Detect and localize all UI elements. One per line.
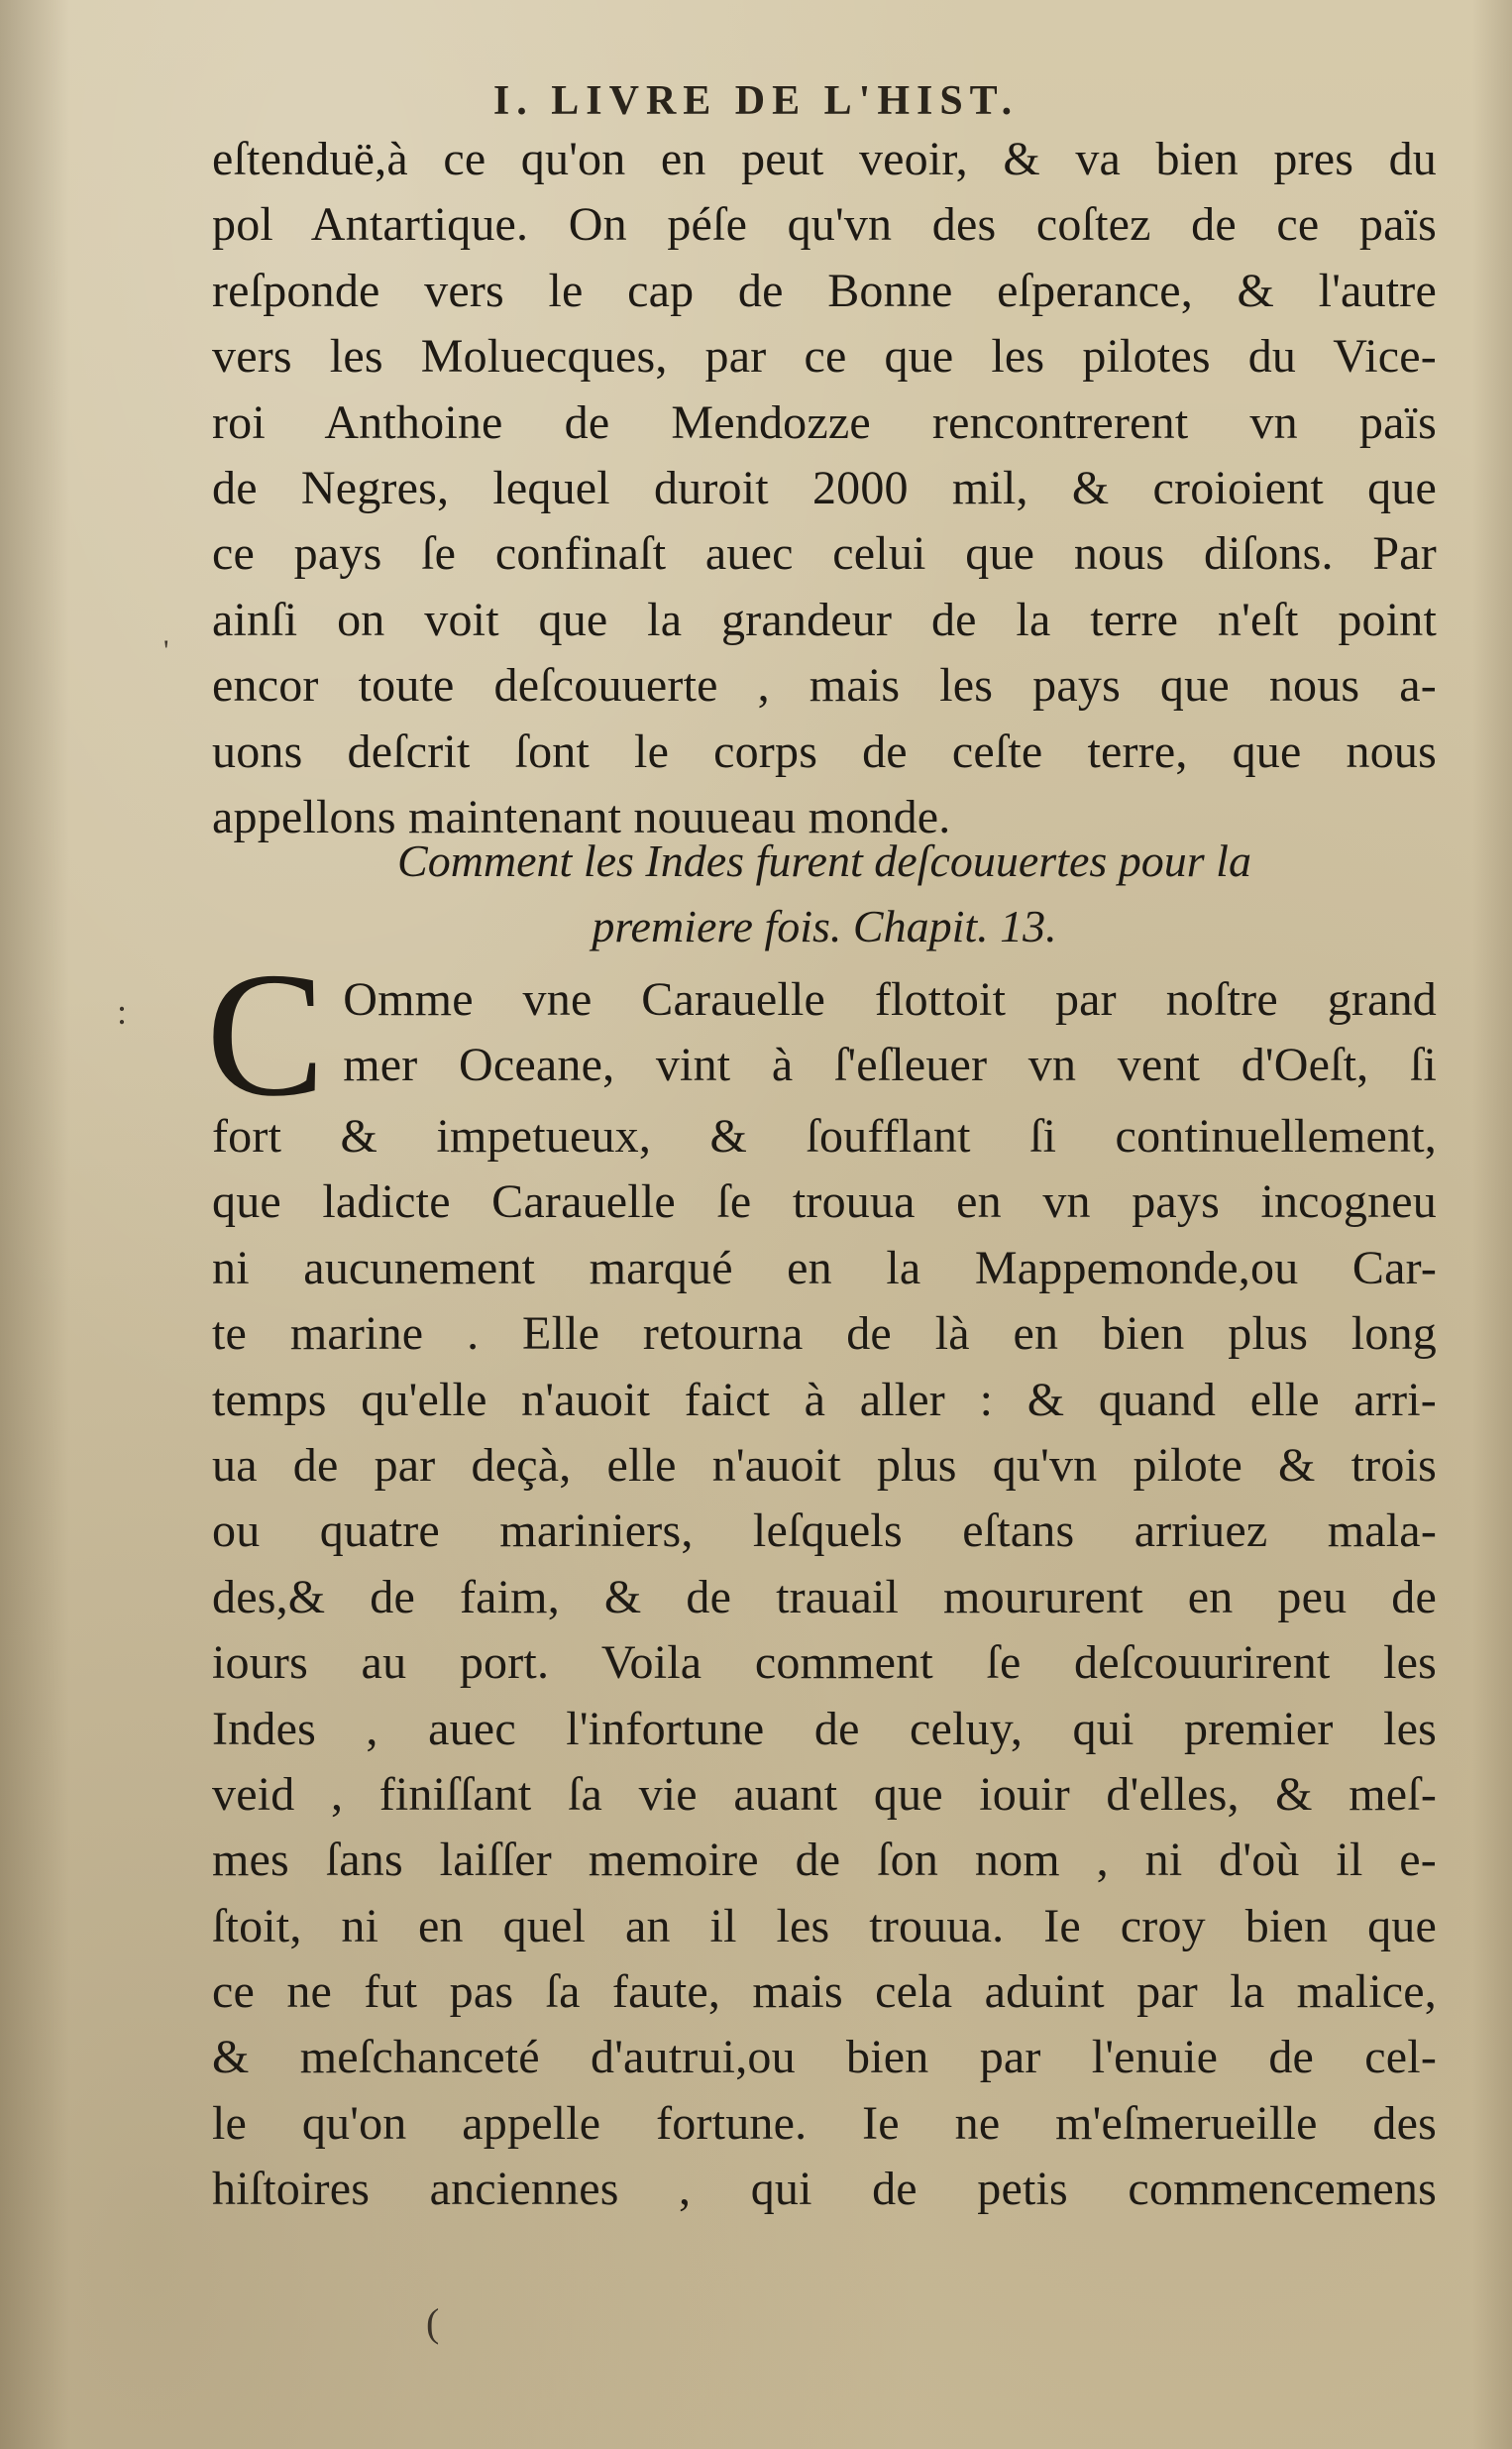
text-line: des,& de faim, & de trauail moururent en peu de xyxy=(212,1570,1437,1623)
text-line: hiſtoires anciennes , qui de petis commencemens xyxy=(212,2163,1437,2216)
text-line: vers les Moluecques, par ce que les pilotes du Vice- xyxy=(212,330,1437,384)
margin-tick-mark: ' xyxy=(163,634,169,667)
text-line: reſponde vers le cap de Bonne eſperance, & l'autre xyxy=(212,264,1437,317)
page-gutter-shadow xyxy=(0,0,69,2449)
text-line: pol Antartique. On péſe qu'vn des coſtez de ce païs xyxy=(212,198,1437,252)
text-line: fort & impetueux, & ſoufflant ſi continuellement, xyxy=(212,1110,1437,1163)
text-line: encor toute deſcouuerte , mais les pays que nous a- xyxy=(212,659,1437,713)
text-line: ua de par deçà, elle n'auoit plus qu'vn pilote & trois xyxy=(212,1438,1437,1492)
text-line: de Negres, lequel duroit 2000 mil, & croioient que xyxy=(212,461,1437,514)
chapter-heading-line: Comment les Indes furent deſcouuertes pour la xyxy=(397,835,1251,886)
text-line: temps qu'elle n'auoit faict à aller : & quand elle arri- xyxy=(212,1373,1437,1426)
text-line: Omme vne Carauelle flottoit par noſtre grand xyxy=(343,973,1437,1026)
text-line: veid , finiſſant ſa vie auant que iouir d'elles, & meſ- xyxy=(212,1767,1437,1821)
paragraph-top xyxy=(212,127,1437,850)
text-line: ou quatre mariniers, leſquels eſtans arriuez mala- xyxy=(212,1504,1437,1558)
chapter-heading-line: premiere fois. Chapit. 13. xyxy=(592,901,1057,951)
running-head: I. LIVRE DE L'HIST. xyxy=(492,78,1020,124)
text-line: mes ſans laiſſer memoire de ſon nom , ni d'où il e- xyxy=(212,1834,1437,1887)
margin-bracket-mark: ( xyxy=(426,2300,440,2345)
dropcap-block xyxy=(206,936,1437,1133)
text-line: le qu'on appelle fortune. Ie ne m'eſmerueille des xyxy=(212,2096,1437,2150)
text-line: ainſi on voit que la grandeur de la terre n'eſt point xyxy=(212,593,1437,646)
text-line: ſtoit, ni en quel an il les trouua. Ie croy bien que xyxy=(212,1899,1437,1952)
text-line: mer Oceane, vint à ſ'eſleuer vn vent d'Oeſt, ſi xyxy=(343,1039,1437,1092)
paragraph-main xyxy=(206,936,1437,2223)
drop-cap-initial: C xyxy=(206,936,326,1133)
text-line: que ladicte Carauelle ſe trouua en vn pays incogneu xyxy=(212,1175,1437,1229)
text-line: ce pays ſe confinaſt auec celui que nous diſons. Par xyxy=(212,527,1437,581)
text-line: Indes , auec l'infortune de celuy, qui premier les xyxy=(212,1702,1437,1755)
page-edge-shadow xyxy=(1472,0,1512,2449)
text-line: ni aucunement marqué en la Mappemonde,ou Car- xyxy=(212,1241,1437,1294)
text-line: appellons maintenant nouueau monde. xyxy=(212,790,951,843)
margin-dots-mark: : xyxy=(117,992,128,1032)
chapter-heading xyxy=(212,829,1437,959)
text-line: roi Anthoine de Mendozze rencontrerent vn païs xyxy=(212,395,1437,449)
text-line: uons deſcrit ſont le corps de ceſte terre, que nous xyxy=(212,724,1437,778)
text-line: te marine . Elle retourna de là en bien plus long xyxy=(212,1307,1437,1361)
text-line: ce ne fut pas ſa faute, mais cela aduint par la malice, xyxy=(212,1965,1437,2019)
text-line: eſtenduë,à ce qu'on en peut veoir, & va bien pres du xyxy=(212,133,1437,185)
text-line: iours au port. Voila comment ſe deſcouurirent les xyxy=(212,1636,1437,1690)
text-line: & meſchanceté d'autrui,ou bien par l'enuie de cel- xyxy=(212,2031,1437,2084)
